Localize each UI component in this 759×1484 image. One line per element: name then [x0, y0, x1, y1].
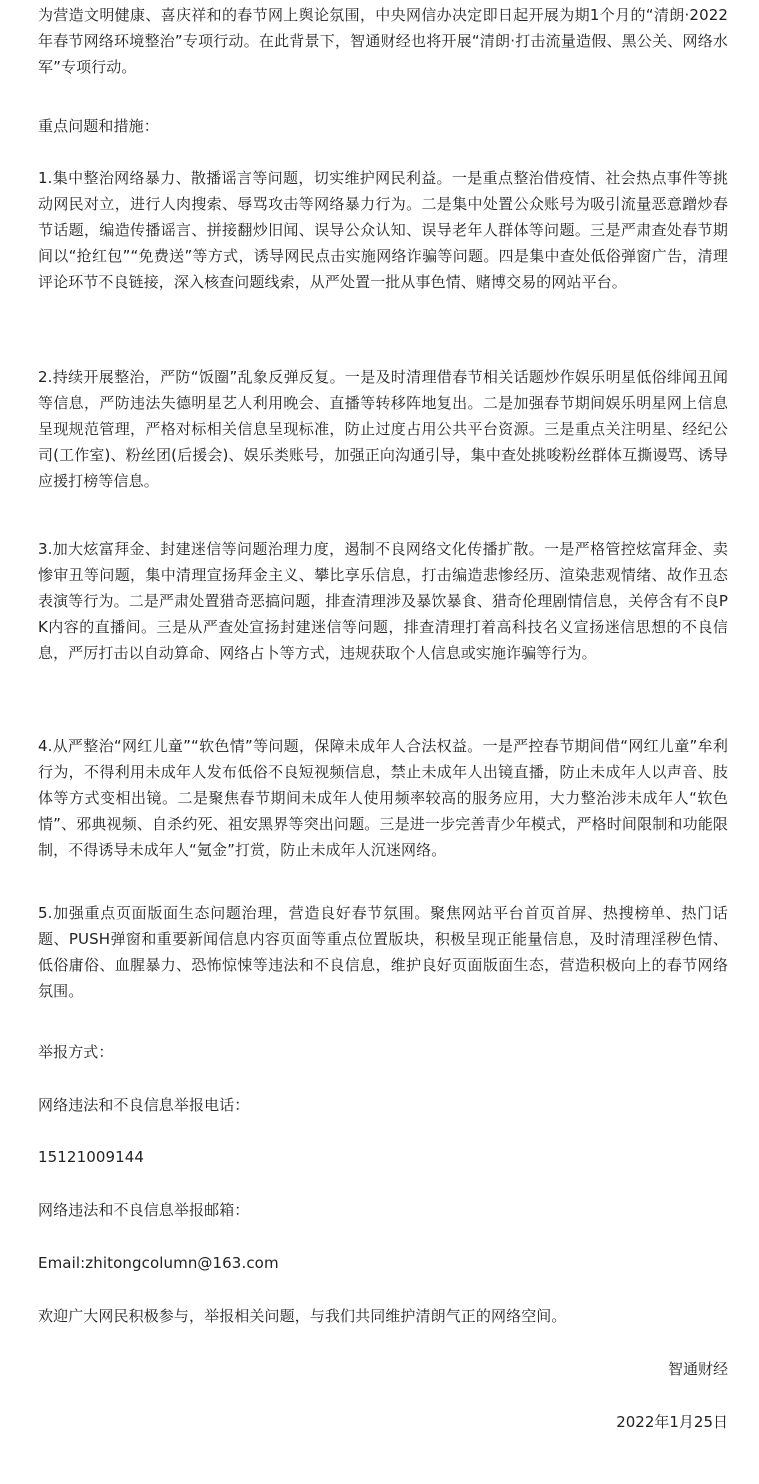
publish-date: 2022年1月25日: [616, 1413, 728, 1431]
phone-label: 网络违法和不良信息举报电话：: [38, 1096, 250, 1114]
signature: 智通财经: [667, 1360, 728, 1378]
report-heading: 举报方式：: [38, 1043, 114, 1061]
measure-item-1: 1.集中整治网络暴力、散播谣言等问题，切实维护网民利益。一是重点整治借疫情、社会热点事件等挑动网民对立，进行人肉搜索、辱骂攻击等网络暴力行为。二是集中处置公众账号为吸引流量恶意蹭炒春节话题，编造传播谣言、拼接翻炒旧闻、误导公众认知、误导老年人群体等问题。三是严肃查处春节期间以“抢红包”“免费送”等方式，诱导网民点击实施网络诈骗等问题。四是集中查处低俗弹窗广告，清理评论环节不良链接，深入核查问题线索，从严处置一批从事色情、赌博交易的网站平台。: [38, 169, 728, 291]
email-label: 网络违法和不良信息举报邮箱：: [38, 1201, 250, 1219]
phone-number: 15121009144: [38, 1148, 145, 1166]
measure-item-2: 2.持续开展整治，严防“饭圈”乱象反弹反复。一是及时清理借春节相关话题炒作娱乐明星低俗绯闻丑闻等信息，严防违法失德明星艺人利用晚会、直播等转移阵地复出。二是加强春节期间娱乐明星网上信息呈现规范管理，严格对标相关信息呈现标准，防止过度占用公共平台资源。三是重点关注明星、经纪公司(工作室)、粉丝团(后援会)、娱乐类账号，加强正向沟通引导，集中查处挑唆粉丝群体互撕谩骂、诱导应援打榜等信息。: [38, 368, 728, 490]
email-address: Email:zhitongcolumn@163.com: [38, 1254, 279, 1272]
intro-paragraph: 为营造文明健康、喜庆祥和的春节网上舆论氛围，中央网信办决定即日起开展为期1个月的“清朗·2022年春节网络环境整治”专项行动。在此背景下，智通财经也将开展“清朗·打击流量造假、黑公关、网络水军”专项行动。: [38, 6, 728, 76]
measure-item-5: 5.加强重点页面版面生态问题治理，营造良好春节氛围。聚焦网站平台首页首屏、热搜榜单、热门话题、PUSH弹窗和重要新闻信息内容页面等重点位置版块，积极呈现正能量信息，及时清理淫秽色情、低俗庸俗、血腥暴力、恐怖惊悚等违法和不良信息，维护良好页面版面生态，营造积极向上的春节网络氛围。: [38, 904, 728, 1000]
measure-item-4: 4.从严整治“网红儿童”“软色情”等问题，保障未成年人合法权益。一是严控春节期间借“网红儿童”牟利行为，不得利用未成年人发布低俗不良短视频信息，禁止未成年人出镜直播，防止未成年人以声音、肢体等方式变相出镜。二是聚焦春节期间未成年人使用频率较高的服务应用，大力整治涉未成年人“软色情”、邪典视频、自杀约死、祖安黑界等突出问题。三是进一步完善青少年模式，严格时间限制和功能限制，不得诱导未成年人“氪金”打赏，防止未成年人沉迷网络。: [38, 737, 728, 859]
measure-item-3: 3.加大炫富拜金、封建迷信等问题治理力度，遏制不良网络文化传播扩散。一是严格管控炫富拜金、卖惨审丑等问题，集中清理宣扬拜金主义、攀比享乐信息，打击编造悲惨经历、渲染悲观情绪、故作丑态表演等行为。二是严肃处置猎奇恶搞问题，排查清理涉及暴饮暴食、猎奇伦理剧情信息，关停含有不良PK内容的直播间。三是从严查处宣扬封建迷信等问题，排查清理打着高科技名义宣扬迷信思想的不良信息，严厉打击以自动算命、网络占卜等方式，违规获取个人信息或实施诈骗等行为。: [38, 540, 728, 662]
section-heading: 重点问题和措施：: [38, 117, 159, 135]
closing-paragraph: 欢迎广大网民积极参与，举报相关问题，与我们共同维护清朗气正的网络空间。: [38, 1307, 567, 1325]
